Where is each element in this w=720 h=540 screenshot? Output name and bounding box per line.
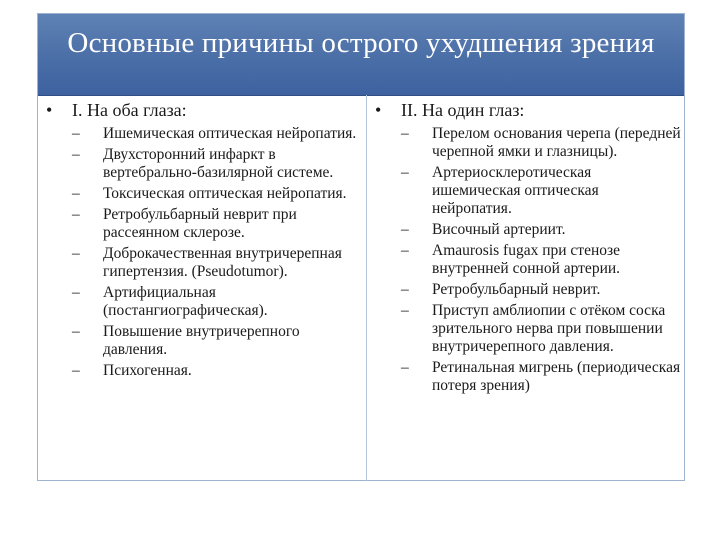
right-list-item (375, 302, 685, 356)
dash-marker: – (401, 164, 409, 181)
right-list-item (375, 221, 685, 239)
left-item-text: Двухсторонний инфаркт в вертебрально-базилярной системе. (103, 146, 334, 181)
right-item-text: Ретробульбарный неврит. (432, 281, 601, 298)
left-column (38, 99, 366, 383)
right-column-heading (375, 99, 685, 121)
right-item-text: Перелом основания черепа (передней черепной ямки и глазницы). (432, 125, 681, 160)
left-items-list (46, 125, 366, 380)
dash-marker: – (72, 185, 80, 202)
right-item-text: Артериосклеротическая ишемическая оптическая нейропатия. (432, 164, 599, 217)
dash-marker: – (401, 281, 409, 298)
left-item-text: Токсическая оптическая нейропатия. (103, 185, 347, 202)
dash-marker: – (72, 206, 80, 223)
dash-marker: – (72, 323, 80, 340)
slide-title: Основные причины острого ухудшения зрения (67, 27, 655, 59)
dash-marker: – (72, 362, 80, 379)
left-item-text: Ишемическая оптическая нейропатия. (103, 125, 357, 142)
right-list-item (375, 164, 685, 218)
title-band (38, 14, 684, 96)
dash-marker: – (72, 245, 80, 262)
left-item-text: Повышение внутричерепного давления. (103, 323, 300, 358)
right-heading-text: II. На один глаз: (401, 100, 525, 120)
left-column-heading (46, 99, 366, 121)
left-list-item (46, 185, 366, 203)
right-item-text: Amaurosis fugax при стенозе внутренней сонной артерии. (432, 242, 621, 277)
dash-marker: – (401, 125, 409, 142)
right-list-item (375, 125, 685, 161)
left-heading-text: I. На оба глаза: (72, 100, 187, 120)
left-list-item (46, 284, 366, 320)
dash-marker: – (72, 125, 80, 142)
left-item-text: Ретробульбарный неврит при рассеянном склерозе. (103, 206, 297, 241)
right-list-item (375, 359, 685, 395)
dash-marker: – (401, 359, 409, 376)
left-list-item (46, 206, 366, 242)
bullet-icon: • (375, 100, 382, 120)
left-list-item (46, 323, 366, 359)
left-list-item (46, 125, 366, 143)
right-list-item (375, 242, 685, 278)
left-list-item (46, 146, 366, 182)
causes-table (37, 13, 685, 481)
right-column (367, 99, 685, 398)
bullet-icon: • (46, 100, 53, 120)
left-item-text: Психогенная. (103, 362, 192, 379)
left-item-text: Доброкачественная внутричерепная гипертензия. (Pseudotumor). (103, 245, 342, 280)
right-items-list (375, 125, 685, 395)
dash-marker: – (401, 302, 409, 319)
left-list-item (46, 362, 366, 380)
right-item-text: Височный артериит. (432, 221, 566, 238)
right-item-text: Ретинальная мигрень (периодическая потеря зрения) (432, 359, 681, 394)
right-item-text: Приступ амблиопии с отёком соска зрительного нерва при повышении внутричерепного давления. (432, 302, 666, 355)
dash-marker: – (401, 221, 409, 238)
dash-marker: – (72, 146, 80, 163)
dash-marker: – (72, 284, 80, 301)
dash-marker: – (401, 242, 409, 259)
right-list-item (375, 281, 685, 299)
left-list-item (46, 245, 366, 281)
left-item-text: Артифициальная (постангиографическая). (103, 284, 268, 319)
